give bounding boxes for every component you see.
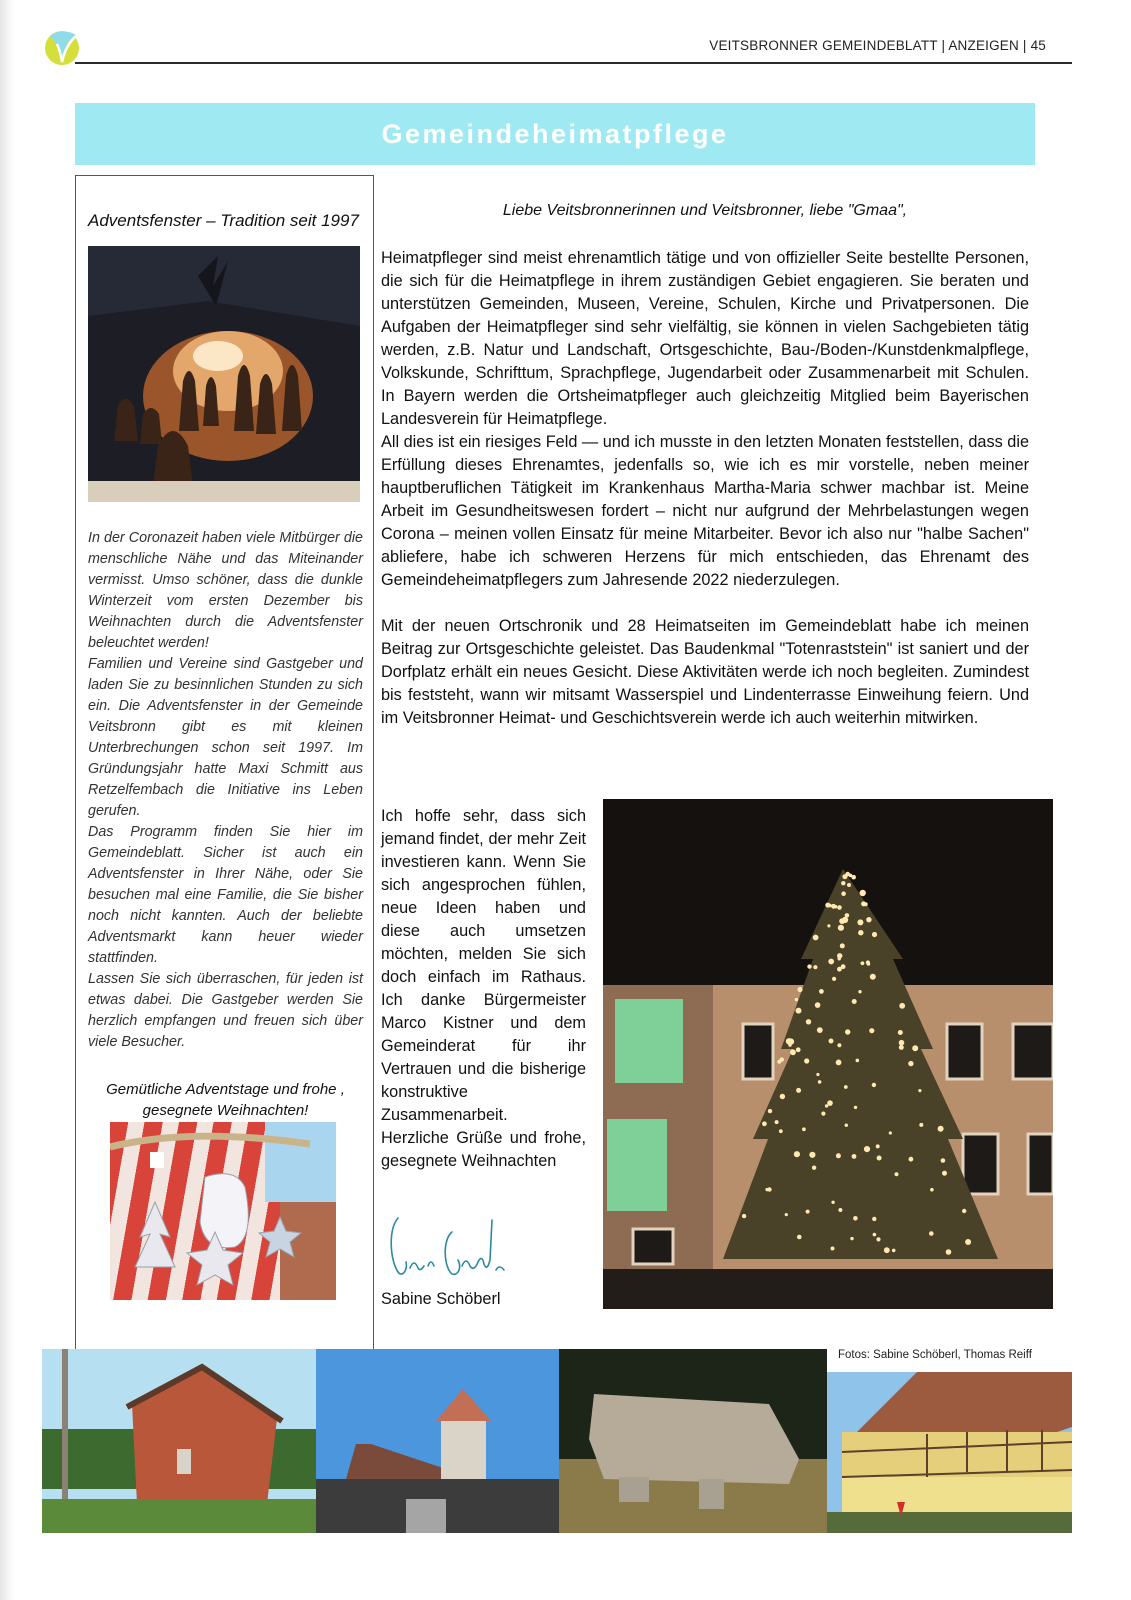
tree-light <box>864 1146 870 1152</box>
letter-body <box>381 247 1029 730</box>
tree-light <box>866 917 871 922</box>
tree-light <box>884 1247 890 1253</box>
running-head: VEITSBRONNER GEMEINDEBLATT | ANZEIGEN | 45 <box>709 38 1046 53</box>
tree-light <box>941 1158 946 1163</box>
tree-light <box>797 1235 802 1240</box>
tree-light <box>850 1237 853 1240</box>
tree-light <box>869 1028 874 1033</box>
tree-light <box>794 1151 800 1157</box>
tree-light <box>818 1080 822 1084</box>
letter-paragraph: Mit der neuen Ortschronik und 28 Heimatseiten im Gemeindeblatt habe ich meinen Beitrag zur Ortsgeschichte geleistet. Das Baudenkmal "Totenraststein" ist saniert und der Dorfplatz erhält ein neues Gesicht. Diese Aktivitäten werde ich noch begleiten. Zumindest bis feststeht, wann wir mitsamt Wasserspiel und Lindenterrasse Einweihung feiern. Und im Veitsbronner Heimat- und Geschichtsverein werde ich auch weiterhin mitwirken. <box>381 617 1029 727</box>
tree-light <box>919 1123 923 1127</box>
adventsfenster-paragraph: Familien und Vereine sind Gastgeber und laden Sie zu besinnlichen Stunden zu sich ein. Die Adventsfenster in der Gemeinde Veitsbronn gibt es mit kleinen Unterbrechungen schon seit 1997. Im Gründungsjahr hatte Maxi Schmitt aus Retzelfembach die Initiative ins Leben gerufen. <box>88 656 363 819</box>
tree-light <box>837 1043 841 1047</box>
church-tower-photo <box>316 1349 559 1533</box>
tree-light <box>839 918 845 924</box>
tree-light <box>892 1249 896 1253</box>
tree-light <box>857 919 863 925</box>
half-timbered-house-photo <box>827 1372 1072 1533</box>
advent-greeting-line: gesegnete Weihnachten! <box>142 1102 309 1119</box>
letter-paragraph: Herzliche Grüße und frohe, gesegnete Weihnachten <box>381 1129 586 1170</box>
tree-light <box>889 1131 892 1134</box>
tree-light <box>895 1172 899 1176</box>
tree-light <box>858 990 861 993</box>
tree-light <box>942 1171 947 1176</box>
tree-light <box>742 1214 746 1218</box>
tree-light <box>876 1237 880 1241</box>
tree-light <box>821 1112 825 1116</box>
tree-light <box>872 1083 876 1087</box>
header-divider <box>75 62 1072 64</box>
tree-light <box>840 943 845 948</box>
tree-light <box>804 1058 809 1063</box>
tree-light <box>864 902 868 906</box>
letter-greeting: Liebe Veitsbronnerinnen und Veitsbronner, liebe "Gmaa", <box>502 202 908 219</box>
railway-station-photo <box>42 1349 316 1533</box>
tree-light <box>845 1124 848 1127</box>
tree-light <box>912 1045 918 1051</box>
tree-light <box>872 932 877 937</box>
tree-light <box>929 1231 934 1236</box>
tree-light <box>836 1153 841 1158</box>
photo-credit: Fotos: Sabine Schöberl, Thomas Reiff <box>838 1349 1032 1361</box>
tree-light <box>775 1120 779 1124</box>
tree-light <box>809 1152 815 1158</box>
tree-light <box>813 935 819 941</box>
tree-light <box>876 1144 880 1148</box>
tree-light <box>847 883 851 887</box>
tree-light <box>807 964 811 968</box>
veitsbronn-logo-icon <box>42 26 82 66</box>
tree-light <box>845 1029 850 1034</box>
tree-light <box>909 1157 914 1162</box>
tree-light <box>827 924 830 927</box>
tree-light <box>813 965 817 969</box>
tree-light <box>828 959 834 965</box>
letter-closing-text <box>381 805 586 1173</box>
tree-light <box>806 1019 811 1024</box>
nativity-scene-photo <box>88 246 360 502</box>
tree-light <box>831 1247 835 1251</box>
tree-light <box>780 1057 784 1061</box>
advent-greeting <box>88 1079 363 1121</box>
totenraststein-photo <box>559 1349 827 1533</box>
tree-light <box>849 874 853 878</box>
tree-light <box>802 1127 806 1131</box>
tree-light <box>767 1187 771 1191</box>
page-edge-shadow <box>0 0 14 1600</box>
tree-light <box>832 977 836 981</box>
section-banner <box>75 103 1035 165</box>
tree-light <box>908 1061 913 1066</box>
tree-light <box>852 999 857 1004</box>
tree-light <box>858 930 863 935</box>
tree-light <box>918 1089 921 1092</box>
christmas-ornaments-photo <box>110 1122 336 1300</box>
letter-paragraph: Heimatpfleger sind meist ehrenamtlich tätige und von offizieller Seite bestellte Personen, die sich für die Heimatpflege in ihrem zuständigen Gebiet engagieren. Sie beraten und unterstützen Gemeinden, Museen, Vereine, Schulen, Kirche und Privatpersonen. Die Aufgaben der Heimatpfleger sind sehr vielfältig, sie können in vielen Sachgebieten tätig werden, z.B. Natur und Landschaft, Ortsgeschichte, Bau-/Boden-/Kunstdenkmalpflege, Volkskunde, Schrifttum, Sprachpflege, Jugendarbeit oder Zusammenarbeit mit Schulen. In Bayern werden die Ortsheimatpfleger auch gleichzeitig Mitglied beim Bayerischen Landesverein für Heimatpflege. <box>381 249 1029 428</box>
tree-light <box>797 987 802 992</box>
tree-light <box>899 1003 905 1009</box>
tree-light <box>838 1208 842 1212</box>
adventsfenster-paragraph: In der Coronazeit haben viele Mitbürger die menschliche Nähe und das Miteinander vermisst. Umso schöner, dass die dunkle Winterzeit vom ersten Dezember bis Weihnachten durch die Adventsfenster beleuchtet werden! <box>88 530 363 651</box>
tree-light <box>898 1030 903 1035</box>
tree-light <box>841 891 846 896</box>
tree-light <box>962 1209 966 1213</box>
tree-light <box>785 1213 788 1216</box>
tree-light <box>817 1027 823 1033</box>
tree-light <box>845 913 850 918</box>
tree-light <box>860 890 866 896</box>
advent-greeting-line: Gemütliche Adventstage und frohe , <box>106 1081 345 1098</box>
tree-light <box>836 1060 842 1066</box>
tree-light <box>819 989 824 994</box>
letter-paragraph: Ich hoffe sehr, dass sich jemand findet, der mehr Zeit investieren kann. Wenn Sie sich angesprochen fühlen, neue Ideen haben und diese auch umsetzen möchten, melden Sie sich doch einfach im Rathaus. Ich danke Bürgermeister Marco Kistner und dem Gemeinderat für ihr Vertrauen und die bisherige konstruktive Zusammenarbeit. <box>381 807 586 1124</box>
tree-light <box>872 1217 876 1221</box>
tree-light <box>796 1047 801 1052</box>
tree-light <box>877 1156 882 1161</box>
tree-light <box>841 881 845 885</box>
tree-light <box>762 1121 767 1126</box>
tree-light <box>829 1039 834 1044</box>
adventsfenster-paragraph: Das Programm finden Sie hier im Gemeindeblatt. Sicher ist auch ein Adventsfenster in Ihrer Nähe, oder Sie besuchen mal eine Familie, die Sie bisher noch nicht kannten. Auch der beliebte Adventsmarkt kann heuer wieder stattfinden. <box>88 824 363 966</box>
adventsfenster-box <box>75 175 374 1352</box>
tree-light <box>806 1210 810 1214</box>
tree-light <box>844 1085 848 1089</box>
tree-light <box>866 960 870 964</box>
tree-light <box>854 1106 857 1109</box>
tree-light <box>838 957 841 960</box>
tree-light <box>852 1154 857 1159</box>
tree-light <box>790 1049 796 1055</box>
adventsfenster-title: Adventsfenster – Tradition seit 1997 <box>88 211 359 230</box>
tree-light <box>828 904 832 908</box>
tree-light <box>812 1166 816 1170</box>
tree-light <box>899 1040 905 1046</box>
tree-light <box>768 1109 772 1113</box>
signer-name: Sabine Schöberl <box>381 1290 501 1308</box>
tree-light <box>861 961 865 965</box>
tree-light <box>795 998 798 1001</box>
adventsfenster-text <box>88 528 363 1053</box>
tree-light <box>873 1233 877 1237</box>
tree-light <box>825 1104 828 1107</box>
tree-light <box>834 905 838 909</box>
tree-light <box>965 1239 971 1245</box>
handwritten-signature <box>386 1210 526 1282</box>
tree-light <box>837 967 842 972</box>
section-title: Gemeindeheimatpflege <box>381 118 729 149</box>
tree-light <box>899 1045 904 1050</box>
tree-light <box>938 1126 944 1132</box>
tree-light <box>870 974 876 980</box>
tree-light <box>796 1008 802 1014</box>
tree-light <box>856 1059 860 1063</box>
tree-light <box>816 1073 819 1076</box>
tree-light <box>831 1201 834 1204</box>
letter-paragraph: All dies ist ein riesiges Feld — und ich musste in den letzten Monaten feststellen, dass die Erfüllung dieses Ehrenamtes, jedenfalls so, wie ich es mir vorstelle, neben meiner hauptberuflichen Tätigkeit im Krankenhaus Martha-Maria schwer machbar ist. Meine Arbeit im Gesundheitswesen fordert – nicht nur aufgrund der Mehrbelastungen wegen Corona – meinen vollen Einsatz für meine Mitarbeiter. Bevor ich also nur "halbe Sachen" abliefere, habe ich schweren Herzens für mich entschieden, das Ehrenamt des Gemeindeheimatpflegers zum Jahresende 2022 niederzulegen. <box>381 433 1029 589</box>
tree-light <box>815 1002 821 1008</box>
adventsfenster-paragraph: Lassen Sie sich überraschen, für jeden ist etwas dabei. Die Gastgeber werden Sie herzlich empfangen und freuen sich über viele Besucher. <box>88 971 363 1050</box>
tree-light <box>837 905 842 910</box>
tree-light <box>838 925 844 931</box>
tree-light <box>930 1188 934 1192</box>
tree-light <box>796 1088 801 1093</box>
tree-light <box>780 1094 785 1099</box>
christmas-tree-photo <box>603 799 1053 1309</box>
tree-light <box>853 1216 858 1221</box>
tree-light <box>779 1129 783 1133</box>
tree-light <box>786 1038 792 1044</box>
tree-light <box>946 1249 952 1255</box>
